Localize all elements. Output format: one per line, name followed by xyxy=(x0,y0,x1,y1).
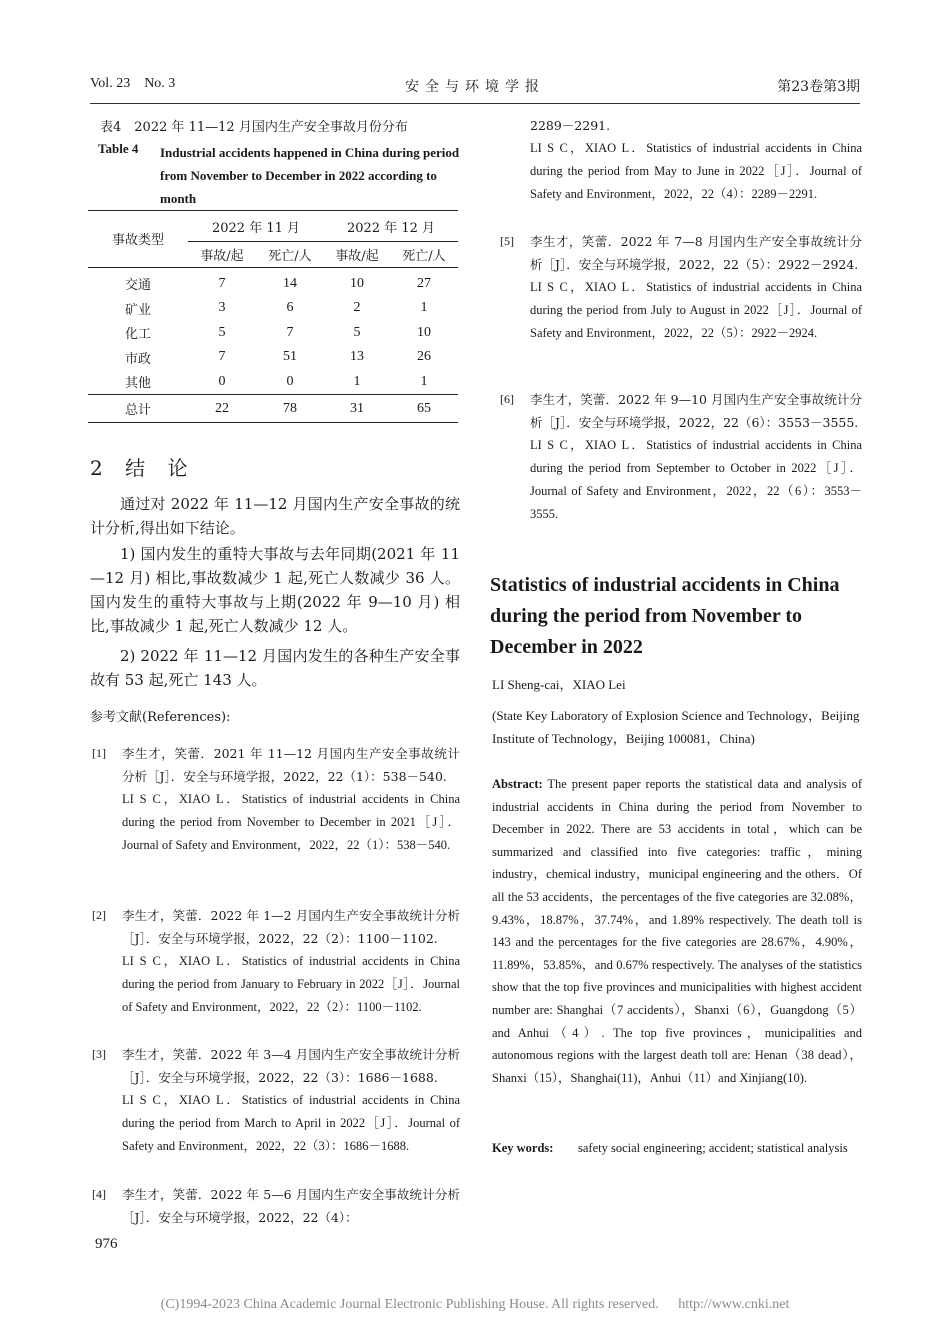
reference-number: [2] xyxy=(92,908,106,922)
references-heading: 参考文献(References): xyxy=(90,710,231,725)
cell-value: 26 xyxy=(417,349,431,365)
reference-en: LI S C，XIAO L．Statistics of industrial accidents in China during the period from May to June in 2022［J］．Journal of Safety and Environment，2022，22（4）：2289－2291. xyxy=(530,141,862,201)
reference-en: LI S C，XIAO L．Statistics of industrial accidents in China during the period from November to December in 2021［J］．Journal of Safety and Environment，2022，22（1）：538－540. xyxy=(122,792,460,852)
table-row xyxy=(88,370,458,395)
english-title: Statistics of industrial accidents in China during the period from November to December in 2022 xyxy=(490,574,840,658)
cell-value: 7 xyxy=(218,349,226,365)
english-keywords xyxy=(492,1137,862,1160)
table-caption-zh: 表4 2022 年 11—12 月国内生产安全事故月份分布 xyxy=(100,120,408,135)
cell-value: 31 xyxy=(324,395,390,423)
reference-zh: 李生才，笑蕾．2021 年 11—12 月国内生产安全事故统计分析［J］．安全与环境学报，2022，22（1）：538－540. xyxy=(122,746,460,784)
cell-value: 27 xyxy=(390,267,458,296)
page-number: 976 xyxy=(95,1236,118,1252)
cell-type: 市政 xyxy=(124,351,151,367)
cell-value: 5 xyxy=(218,324,226,340)
cell-value: 22 xyxy=(188,395,256,423)
english-affiliation: (State Key Laboratory of Explosion Science and Technology，Beijing Institute of Technology，Beijing 100081，China) xyxy=(492,708,860,746)
conclusion-paragraph: 通过对 2022 年 11—12 月国内生产安全事故的统计分析,得出如下结论。 xyxy=(90,495,460,537)
sub-header-deaths: 死亡/人 xyxy=(256,242,324,268)
table-header-row xyxy=(88,211,458,242)
journal-volume: Vol. 23 No. 3 xyxy=(90,76,176,91)
col-header-type: 事故类型 xyxy=(88,211,188,268)
copyright-text: (C)1994-2023 China Academic Journal Electronic Publishing House. All rights reserved. xyxy=(160,1297,659,1312)
reference-en: LI S C，XIAO L．Statistics of industrial accidents in China during the period from March to April in 2022［J］．Journal of Safety and Environment，2022，22（3）：1686－1688. xyxy=(122,1093,460,1153)
reference-zh: 李生才，笑蕾．2022 年 7—8 月国内生产安全事故统计分析［J］．安全与环境学报，2022，22（5）：2922－2924. xyxy=(530,234,862,272)
table-caption-en-label: Table 4 xyxy=(98,141,139,156)
table-row xyxy=(88,345,458,370)
cell-value: 78 xyxy=(256,395,324,423)
cell-value: 65 xyxy=(390,395,458,423)
reference-item xyxy=(90,742,460,857)
conclusion-paragraph: 2) 2022 年 11—12 月国内发生的各种生产安全事故有 53 起,死亡 143 人。 xyxy=(90,647,460,689)
table-row xyxy=(88,267,458,296)
reference-item xyxy=(498,388,862,526)
reference-zh: 李生才，笑蕾．2022 年 1—2 月国内生产安全事故统计分析［J］．安全与环境学报，2022，22（2）：1100－1102. xyxy=(122,908,460,946)
col-header-dec: 2022 年 12 月 xyxy=(324,211,458,242)
sub-header-accidents: 事故/起 xyxy=(188,242,256,268)
keywords-label: Key words: xyxy=(492,1141,554,1155)
cell-type: 其他 xyxy=(124,376,151,392)
cell-value: 1 xyxy=(420,373,428,389)
reference-item xyxy=(90,1183,460,1229)
copyright-footer xyxy=(0,1297,950,1313)
section-title: 2 结 论 xyxy=(90,456,196,480)
reference-number: [3] xyxy=(92,1047,106,1061)
reference-item xyxy=(90,1043,460,1158)
reference-zh: 李生才，笑蕾．2022 年 9—10 月国内生产安全事故统计分析［J］．安全与环境学报，2022，22（6）：3553－3555. xyxy=(530,392,862,430)
english-authors: LI Sheng-cai，XIAO Lei xyxy=(492,677,626,692)
reference-number: [5] xyxy=(500,234,514,248)
journal-issue: 第23卷第3期 xyxy=(777,79,860,95)
reference-en: LI S C，XIAO L．Statistics of industrial accidents in China during the period from September to October in 2022［J］．Journal of Safety and Environment，2022，22（6）：3553－3555. xyxy=(530,438,862,521)
cell-value: 6 xyxy=(286,300,294,316)
sub-header-accidents: 事故/起 xyxy=(324,242,390,268)
keywords-text: safety social engineering; accident; statistical analysis xyxy=(578,1141,848,1155)
table-total-row xyxy=(88,395,458,423)
cell-value: 7 xyxy=(188,267,256,296)
abstract-label: Abstract: xyxy=(492,777,543,791)
cell-value: 5 xyxy=(353,324,361,340)
table-row xyxy=(88,321,458,346)
cell-value: 13 xyxy=(350,349,364,365)
col-header-nov: 2022 年 11 月 xyxy=(188,211,324,242)
cell-type: 总计 xyxy=(88,395,188,423)
cell-value: 10 xyxy=(324,267,390,296)
header-rule xyxy=(90,103,860,104)
accident-table xyxy=(88,210,458,423)
cell-value: 1 xyxy=(353,373,361,389)
cell-value: 0 xyxy=(218,373,226,389)
reference-zh: 李生才，笑蕾．2022 年 3—4 月国内生产安全事故统计分析［J］．安全与环境学报，2022，22（3）：1686－1688. xyxy=(122,1047,460,1085)
cell-value: 3 xyxy=(218,300,226,316)
reference-zh: 李生才，笑蕾．2022 年 5—6 月国内生产安全事故统计分析［J］．安全与环境学报，2022，22（4）： xyxy=(122,1187,460,1225)
cell-value: 1 xyxy=(420,300,428,316)
table-caption-en: Industrial accidents happened in China during period from November to December in 2022 according to month xyxy=(160,145,460,206)
reference-en: LI S C，XIAO L．Statistics of industrial accidents in China during the period from January to February in 2022［J］．Journal of Safety and Environment，2022，22（2）：1100－1102. xyxy=(122,954,460,1014)
reference-number: [1] xyxy=(92,746,106,760)
cell-value: 7 xyxy=(286,324,294,340)
cell-type: 化工 xyxy=(124,327,151,343)
reference-zh-continued: 2289－2291. xyxy=(530,118,611,133)
cnki-link[interactable]: http://www.cnki.net xyxy=(678,1297,790,1312)
cell-value: 51 xyxy=(283,349,297,365)
sub-header-deaths: 死亡/人 xyxy=(390,242,458,268)
reference-number: [6] xyxy=(500,392,514,406)
reference-item-continued xyxy=(498,114,862,206)
cell-type: 矿业 xyxy=(124,302,151,318)
reference-en: LI S C，XIAO L．Statistics of industrial accidents in China during the period from July to August in 2022［J］．Journal of Safety and Environment，2022，22（5）：2922－2924. xyxy=(530,280,862,340)
reference-item xyxy=(90,904,460,1019)
reference-item xyxy=(498,230,862,345)
reference-number: [4] xyxy=(92,1187,106,1201)
conclusion-paragraph: 1) 国内发生的重特大事故与去年同期(2021 年 11—12 月) 相比,事故数减少 1 起,死亡人数减少 36 人。国内发生的重特大事故与上期(2022 年 9—10 月) 相比,事故减少 1 起,死亡人数减少 12 人。 xyxy=(90,545,460,635)
cell-value: 10 xyxy=(417,324,431,340)
cell-value: 14 xyxy=(256,267,324,296)
cell-value: 0 xyxy=(286,373,294,389)
cell-value: 2 xyxy=(353,300,361,316)
table-row xyxy=(88,296,458,321)
abstract-text: The present paper reports the statistical data and analysis of industrial accidents in China during the period from November to December in 2022. There are 53 accidents in total，which can be summarized and classified into five categories: traffic，mining industry，chemical industry，municipal engineering and the others．Of all the 53 accidents，the percentages of the five categories are 32.08%，9.43%，18.87%，37.74%，and 1.89% respectively. The death toll is 143 and the percentages for the five categories are 28.67%，4.90%，11.89%，53.85%，and 0.67% respectively. The analyses of the statistics show that the top five provinces and municipalities with highest accident number are: Shanghai（7 accidents），Shanxi（6），Guangdong（5）and Anhui（4）. The top five provinces，municipalities and autonomous regions with the largest death toll are: Henan（38 dead），Shanxi（15），Shanghai(11)，Anhui（11）and Xinjiang(10). xyxy=(492,777,862,1085)
cell-type: 交通 xyxy=(88,267,188,296)
journal-title: 安全与环境学报 xyxy=(405,79,545,95)
english-abstract xyxy=(492,773,862,1089)
